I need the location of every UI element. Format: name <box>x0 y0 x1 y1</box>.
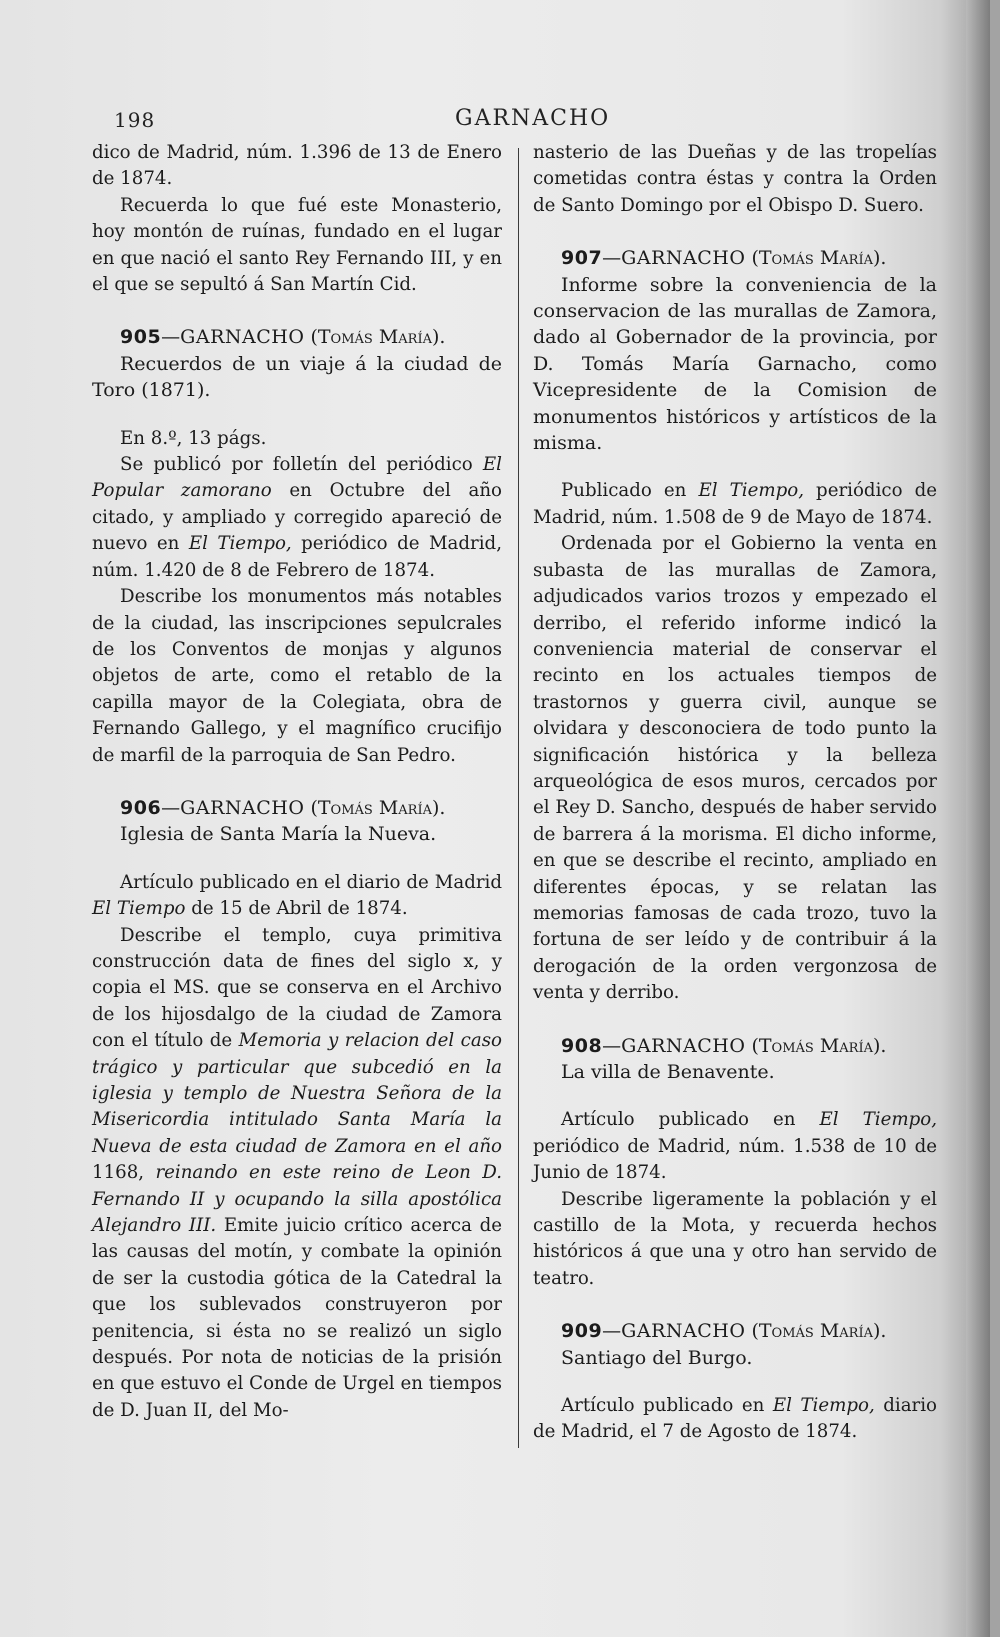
entry-heading <box>92 795 502 821</box>
italic-title: El Tiempo <box>92 898 186 920</box>
entry-title: Santiago del Burgo. <box>561 1346 753 1369</box>
entry-number: 909 <box>561 1320 603 1343</box>
entry-title: Iglesia de Santa María la Nueva. <box>120 823 437 846</box>
entry-paragraph: Describe ligeramente la población y el castillo de la Mota, y recuerda hechos históricos á que una y otro han servido de teatro. <box>533 1188 937 1289</box>
running-title: GARNACHO <box>455 106 611 131</box>
text-run: Emite juicio crítico acerca de las causas del motín, y combate la opinión de ser la custodia gótica de la Catedral la que los sublevados construyeron por penitencia, si ésta no se realizó un siglo después. Por nota de noticias de la prisión en que estuvo el Conde de Urgel en tiempos de D. Juan II, del Mo- <box>92 1215 502 1421</box>
entry-author-surname: GARNACHO <box>621 1034 746 1057</box>
entry-paragraph: Ordenada por el Gobierno la venta en subasta de las murallas de Zamora, adjudicados varios trozos y empezado el derribo, el referido informe indicó la conveniencia material de conservar el recinto en los actuales tiempos de trastornos y guerra civil, aunque se olvidara y desconociera de todo punto la significación histórica y la belleza arqueológica de esos muros, cercados por el Rey D. Sancho, después de haber servido de barrera á la morisma. El dicho informe, en que se describe el recinto, ampliado en diferentes épocas, y se relatan las memorias famosas de cada trozo, tuvo la fortuna de ser leído y de contribuir á la derogación de la orden vergonzosa de venta y derribo. <box>533 533 937 1004</box>
entry-title: Recuerdos de un viaje á la ciudad de Toro (1871). <box>92 352 502 402</box>
text-run: Artículo publicado en el diario de Madrid <box>120 871 502 893</box>
entry-title: Informe sobre la conveniencia de la conservacion de las murallas de Zamora, dado al Gobernador de la provincia, por D. Tomás María Garnacho, como Vicepresidente de la Comision de monumentos históricos y artísticos de la misma. <box>533 273 937 455</box>
entry-author-given: (Tomás María). <box>751 1034 887 1057</box>
entry-author-given: (Tomás María). <box>751 247 887 270</box>
left-column <box>92 140 502 1424</box>
right-column <box>533 140 937 1446</box>
entry-author-surname: GARNACHO <box>621 247 746 270</box>
entry-number: 907 <box>561 247 603 270</box>
entry-paragraph <box>533 478 937 531</box>
entry-907 <box>533 245 937 1006</box>
italic-title: El Popular zamorano <box>92 454 502 502</box>
continued-text: dico de Madrid, núm. 1.396 de 13 de Enero de 1874. <box>92 142 502 190</box>
entry-separator: — <box>161 326 181 349</box>
entry-number: 906 <box>120 796 162 819</box>
text-run: Describe el templo, cuya primitiva construcción data de fines del siglo x, y copia el MS. que se conserva en el Archivo de los hijosdalgo de la ciudad de Zamora con el título de <box>92 924 502 1052</box>
entry-heading <box>533 1033 937 1059</box>
entry-author-surname: GARNACHO <box>621 1320 746 1343</box>
italic-title: El Tiempo, <box>698 480 804 502</box>
page-edge-shadow <box>966 0 990 1637</box>
italic-title: Memoria y relacion del caso trágico y particular que subcedió en la iglesia y templo de Nuestra Señora de la Misericordia intitulado Santa María la Nueva de esta ciudad de Zamora en el año <box>92 1030 502 1157</box>
text-run: Artículo publicado en <box>561 1395 773 1417</box>
entry-908 <box>533 1033 937 1293</box>
entry-heading <box>533 245 937 271</box>
entry-paragraph <box>533 1393 937 1446</box>
entry-separator: — <box>161 796 181 819</box>
entry-separator: — <box>602 247 622 270</box>
page-header <box>0 100 990 140</box>
italic-title: El Tiempo, <box>772 1395 875 1417</box>
text-run: 1168, <box>92 1162 156 1184</box>
entry-title: La villa de Benavente. <box>561 1061 775 1083</box>
text-run: en Octubre del año citado, y ampliado y corregido apareció de nuevo en <box>92 480 502 555</box>
entry-author-given: (Tomás María). <box>751 1320 887 1343</box>
entry-905 <box>92 324 502 769</box>
entry-paragraph: Describe los monumentos más notables de la ciudad, las inscripciones sepulcrales de los Conventos de monjas y algunos objetos de arte, como el retablo de la capilla mayor de la Colegiata, obra de Fernando Gallego, y el magnífico crucifijo de marfil de la parroquia de San Pedro. <box>92 586 502 766</box>
entry-909 <box>533 1318 937 1446</box>
entry-paragraph <box>92 923 502 1425</box>
entry-format: En 8.º, 13 págs. <box>120 427 267 449</box>
entry-separator: — <box>602 1320 622 1343</box>
entry-number: 905 <box>120 326 162 349</box>
continued-paragraph: Recuerda lo que fué este Monasterio, hoy montón de ruínas, fundado en el lugar en que nació el santo Rey Fernando III, y en el que se sepultó á San Martín Cid. <box>92 194 502 296</box>
entry-separator: — <box>602 1034 622 1057</box>
text-run: periódico de Madrid, núm. 1.508 de 9 de Mayo de 1874. <box>533 480 937 528</box>
entry-author-given: (Tomás María). <box>310 326 446 349</box>
entry-author-given: (Tomás María). <box>310 796 446 819</box>
text-run: diario de Madrid, el 7 de Agosto de 1874. <box>533 1395 938 1443</box>
entry-paragraph <box>92 452 502 584</box>
continued-text: nasterio de las Dueñas y de las tropelías cometidas contra éstas y contra la Orden de Santo Domingo por el Obispo D. Suero. <box>533 142 937 216</box>
entry-heading <box>92 324 502 350</box>
text-run: Artículo publicado en <box>561 1109 820 1131</box>
text-run: periódico de Madrid, núm. 1.420 de 8 de Febrero de 1874. <box>92 533 502 581</box>
entry-author-surname: GARNACHO <box>180 796 305 819</box>
text-run: Se publicó por folletín del periódico <box>120 454 483 476</box>
entry-paragraph <box>533 1107 937 1186</box>
italic-title: El Tiempo, <box>819 1109 937 1131</box>
italic-title: reinando en este reino de Leon D. Fernando II y ocupando la silla apostólica Alejandro III. <box>92 1162 502 1237</box>
entry-heading <box>533 1318 937 1344</box>
entry-author-surname: GARNACHO <box>180 326 305 349</box>
column-divider <box>518 148 519 1448</box>
page-number: 198 <box>114 108 156 132</box>
entry-906 <box>92 795 502 1424</box>
text-run: Publicado en <box>561 480 699 502</box>
text-run: periódico de Madrid, núm. 1.538 de 10 de Junio de 1874. <box>533 1135 937 1184</box>
entry-paragraph <box>92 870 502 923</box>
italic-title: El Tiempo, <box>188 533 292 555</box>
text-run: de 15 de Abril de 1874. <box>185 898 408 920</box>
entry-number: 908 <box>561 1034 603 1057</box>
